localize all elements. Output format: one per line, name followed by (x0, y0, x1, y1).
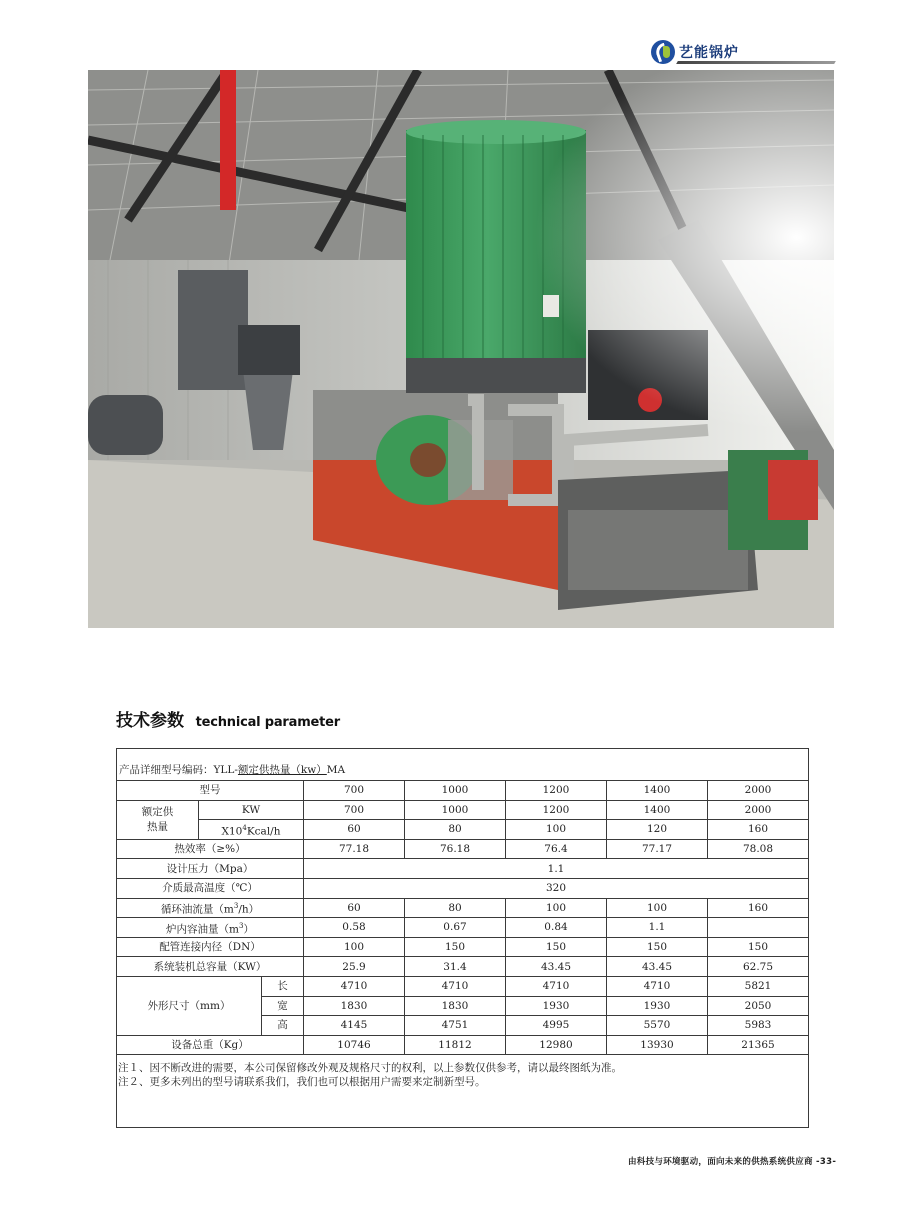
table-cell: 160 (708, 820, 809, 840)
table-cell: 4710 (405, 976, 506, 996)
table-cell: 120 (607, 820, 708, 840)
header-divider (676, 61, 836, 64)
table-cell: 150 (708, 937, 809, 957)
table-cell: 0.58 (304, 918, 405, 938)
model-code-cell (117, 749, 809, 781)
sub-label: 宽 (262, 996, 304, 1016)
table-cell: 11812 (405, 1035, 506, 1055)
table-cell: 43.45 (607, 957, 708, 977)
row-label: 设计压力（Mpa） (117, 859, 304, 879)
sub-label: 高 (262, 1016, 304, 1036)
table-row-efficiency (117, 839, 809, 859)
table-cell: 60 (304, 898, 405, 918)
row-label: 配管连接内径（DN） (117, 937, 304, 957)
table-cell: 4995 (506, 1016, 607, 1036)
table-cell: 2000 (708, 781, 809, 801)
model-code-suffix: MA (326, 764, 346, 776)
notes-cell (117, 1055, 809, 1128)
table-cell: 62.75 (708, 957, 809, 977)
table-cell: 5983 (708, 1016, 809, 1036)
table-cell: 700 (304, 781, 405, 801)
table-cell: 78.08 (708, 839, 809, 859)
unit-label: $X10^4Kcal/h$ (199, 820, 304, 840)
table-cell: 4710 (607, 976, 708, 996)
table-cell: 1930 (506, 996, 607, 1016)
table-cell: 4710 (506, 976, 607, 996)
table-cell: 76.18 (405, 839, 506, 859)
table-cell: 4710 (304, 976, 405, 996)
table-row-power (117, 957, 809, 977)
table-cell: 150 (506, 937, 607, 957)
table-cell: 0.67 (405, 918, 506, 938)
page-footer: 由科技与环境驱动，面向未来的供热系统供应商 -33- (628, 1157, 837, 1167)
table-cell: 4751 (405, 1016, 506, 1036)
table-row-pressure (117, 859, 809, 879)
table-cell (708, 918, 809, 938)
table-cell: 150 (405, 937, 506, 957)
table-cell: 1830 (405, 996, 506, 1016)
table-cell: 150 (607, 937, 708, 957)
note-1: 注１、因不断改进的需要，本公司保留修改外观及规格尺寸的权利，以上参数仅供参考，请以最终图纸为准。 (118, 1062, 622, 1075)
table-cell: 100 (506, 820, 607, 840)
row-label: 炉内容油量$(m^3)$ (117, 918, 304, 938)
table-cell: 1830 (304, 996, 405, 1016)
table-cell: 43.45 (506, 957, 607, 977)
table-cell: 1400 (607, 781, 708, 801)
row-label-rated-heat: 额定供热量 (117, 800, 199, 839)
brand-name: 艺能锅炉 (679, 45, 739, 61)
table-row-length (117, 976, 809, 996)
model-code-underlined: 额定供热量（kw） (237, 764, 327, 776)
table-cell: 0.84 (506, 918, 607, 938)
row-label: 型号 (117, 781, 304, 801)
row-label: 介质最高温度（℃） (117, 878, 304, 898)
table-cell: 1400 (607, 800, 708, 820)
table-row-temperature (117, 878, 809, 898)
row-label: 热效率（≥%） (117, 839, 304, 859)
table-row-rated-kcal (117, 820, 809, 840)
spec-table (116, 748, 809, 1128)
table-cell: 2000 (708, 800, 809, 820)
section-title-zh: 技术参数 (116, 711, 184, 731)
table-row-model (117, 781, 809, 801)
table-cell: 31.4 (405, 957, 506, 977)
row-label: 系统装机总容量（KW） (117, 957, 304, 977)
table-cell: 1200 (506, 781, 607, 801)
row-label: 设备总重（Kg） (117, 1035, 304, 1055)
row-label: 循环油流量$(m^3/h)$ (117, 898, 304, 918)
table-cell: 1000 (405, 781, 506, 801)
table-row-pipe (117, 937, 809, 957)
table-cell: 320 (304, 878, 809, 898)
table-cell: 21365 (708, 1035, 809, 1055)
table-cell: 1200 (506, 800, 607, 820)
table-cell: 76.4 (506, 839, 607, 859)
table-cell: 80 (405, 820, 506, 840)
table-cell: 2050 (708, 996, 809, 1016)
table-cell: 25.9 (304, 957, 405, 977)
table-cell: 1930 (607, 996, 708, 1016)
table-notes-row (117, 1055, 809, 1128)
table-cell: 160 (708, 898, 809, 918)
unit-label: KW (199, 800, 304, 820)
row-label-dimensions: 外形尺寸（mm） (117, 976, 262, 1035)
table-cell: 700 (304, 800, 405, 820)
model-code-row (117, 749, 809, 781)
table-row-weight (117, 1035, 809, 1055)
table-cell: 5570 (607, 1016, 708, 1036)
table-row-circulation (117, 898, 809, 918)
table-cell: 1000 (405, 800, 506, 820)
table-cell: 100 (506, 898, 607, 918)
product-photo (88, 70, 834, 628)
table-cell: 77.18 (304, 839, 405, 859)
table-cell: 12980 (506, 1035, 607, 1055)
table-cell: 60 (304, 820, 405, 840)
section-title-en: technical parameter (195, 715, 341, 730)
table-cell: 1.1 (607, 918, 708, 938)
brand-logo-icon (651, 40, 675, 64)
table-cell: 100 (607, 898, 708, 918)
table-row-rated-kw (117, 800, 809, 820)
table-cell: 13930 (607, 1035, 708, 1055)
table-cell: 80 (405, 898, 506, 918)
table-cell: 1.1 (304, 859, 809, 879)
table-cell: 5821 (708, 976, 809, 996)
table-row-capacity (117, 918, 809, 938)
brand-logo (651, 40, 833, 66)
table-cell: 4145 (304, 1016, 405, 1036)
model-code-prefix: 产品详细型号编码：YLL- (119, 764, 238, 776)
section-title (116, 706, 340, 731)
sub-label: 长 (262, 976, 304, 996)
table-cell: 77.17 (607, 839, 708, 859)
table-cell: 100 (304, 937, 405, 957)
note-2: 注２、更多未列出的型号请联系我们，我们也可以根据用户需要来定制新型号。 (118, 1076, 486, 1089)
table-cell: 10746 (304, 1035, 405, 1055)
